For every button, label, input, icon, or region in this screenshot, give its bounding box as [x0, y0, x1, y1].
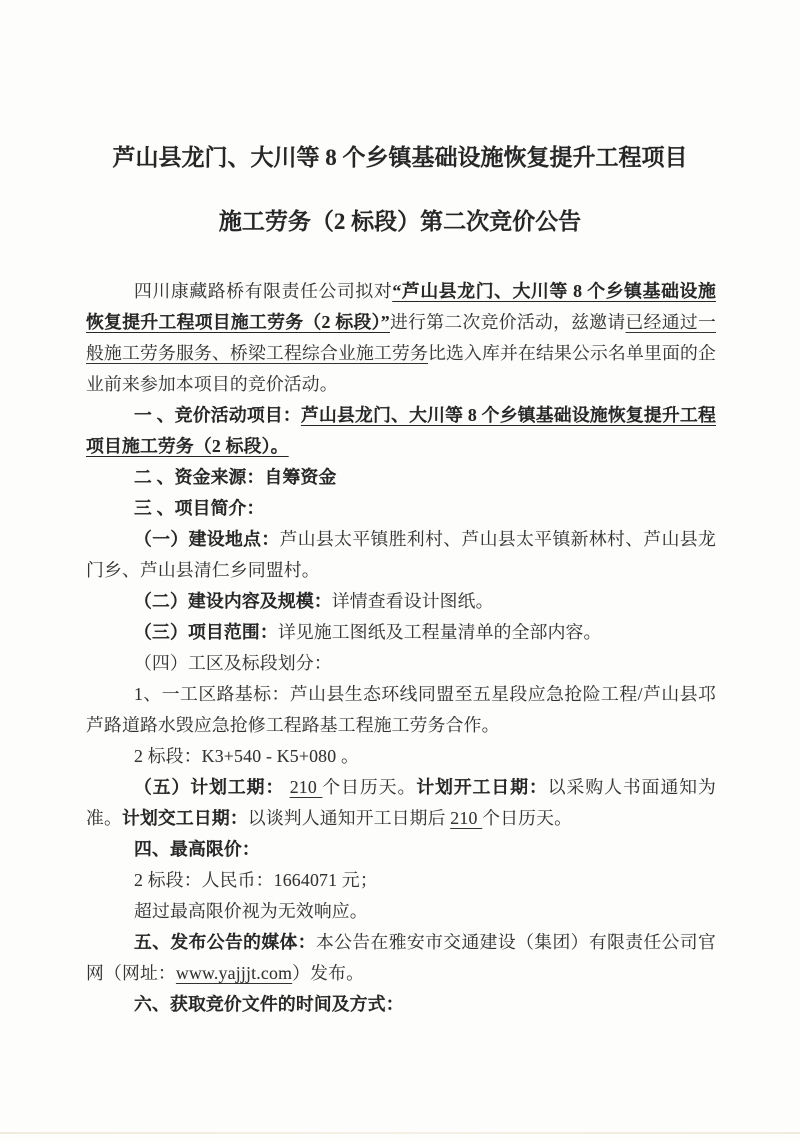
- document-body: [0, 276, 800, 1020]
- text-segment: ）发布。: [292, 963, 365, 984]
- text-segment: （五）计划工期：: [134, 777, 285, 798]
- text-segment: 三 、项目简介：: [134, 498, 265, 519]
- text-segment: 四川康藏路桥有限责任公司拟对: [134, 281, 393, 302]
- paragraph: [86, 927, 716, 989]
- paragraph: [86, 648, 716, 679]
- text-segment: 超过最高限价视为无效响应。: [134, 901, 368, 922]
- text-segment: 进行第二次竞价活动，兹邀请: [389, 312, 626, 333]
- text-segment: 比选入库并在结果公示名单里面的企业前来参加本项目的竞价活动。: [86, 343, 716, 395]
- text-segment: 六、获取竞价文件的时间及方式：: [134, 994, 404, 1015]
- text-segment: www.yajjjt.com: [175, 963, 293, 984]
- text-segment: 2 标段：人民币：1664071 元；: [134, 870, 378, 891]
- paragraph: [86, 586, 716, 617]
- text-segment: 已经通过一般施工劳务服务、桥梁工程综合业施工劳务: [86, 312, 716, 364]
- paragraph: [86, 679, 716, 741]
- text-segment: 详见施工图纸及工程量清单的全部内容。: [277, 622, 602, 643]
- text-segment: 本公告在雅安市交通建设（集团）有限责任公司官网（网址：: [86, 932, 716, 984]
- text-segment: 计划开工日期：: [416, 777, 548, 798]
- scan-bottom-edge: [0, 1132, 800, 1134]
- paragraph: [86, 493, 716, 524]
- paragraph: [86, 896, 716, 927]
- text-segment: 个日历天。: [322, 777, 417, 798]
- text-segment: 以采购人书面通知为准。: [86, 777, 716, 829]
- text-segment: “芦山县龙门、大川等 8 个乡镇基础设施恢复提升工程项目施工劳务（2 标段）”: [86, 281, 716, 333]
- text-segment: 芦山县太平镇胜利村、芦山县太平镇新林村、芦山县龙门乡、芦山县清仁乡同盟村。: [86, 529, 716, 581]
- text-segment: 四、最高限价：: [134, 839, 260, 860]
- text-segment: 详情查看设计图纸。: [331, 591, 494, 612]
- paragraph: [86, 400, 716, 462]
- document-title-line1: 芦山县龙门、大川等 8 个乡镇基础设施恢复提升工程项目: [112, 145, 688, 171]
- text-segment: 以谈判人通知开工日期后: [247, 808, 451, 829]
- paragraph: [86, 276, 716, 400]
- text-segment: 五、发布公告的媒体：: [134, 932, 316, 953]
- paragraph: [86, 462, 716, 493]
- text-segment: 个日历天。: [482, 808, 573, 829]
- text-segment: （二）建设内容及规模：: [134, 591, 332, 612]
- text-segment: 210: [450, 808, 483, 829]
- text-segment: 计划交工日期：: [121, 808, 248, 829]
- text-segment: 210: [289, 777, 323, 798]
- text-segment: （一）建设地点：: [134, 529, 280, 550]
- paragraph: [86, 741, 716, 772]
- paragraph: [86, 834, 716, 865]
- text-segment: 2 标段：K3+540 - K5+080 。: [134, 746, 359, 767]
- text-segment: （三）项目范围：: [134, 622, 278, 643]
- document-title-line2: 施工劳务（2 标段）第二次竞价公告: [218, 209, 582, 235]
- paragraph: [86, 865, 716, 896]
- paragraph: [86, 772, 716, 834]
- paragraph: [86, 617, 716, 648]
- text-segment: 一 、竞价活动项目：: [134, 405, 301, 426]
- text-segment: 芦山县龙门、大川等 8 个乡镇基础设施恢复提升工程项目施工劳务（2 标段）。: [86, 405, 716, 457]
- paragraph: [86, 524, 716, 586]
- paragraph: [86, 989, 716, 1020]
- text-segment: （四）工区及标段划分：: [134, 653, 332, 674]
- text-segment: 二 、资金来源：自筹资金: [134, 467, 337, 488]
- text-segment: 1、一工区路基标：芦山县生态环线同盟至五星段应急抢险工程/芦山县邛芦路道路水毁应急抢修工程路基工程施工劳务合作。: [86, 684, 716, 736]
